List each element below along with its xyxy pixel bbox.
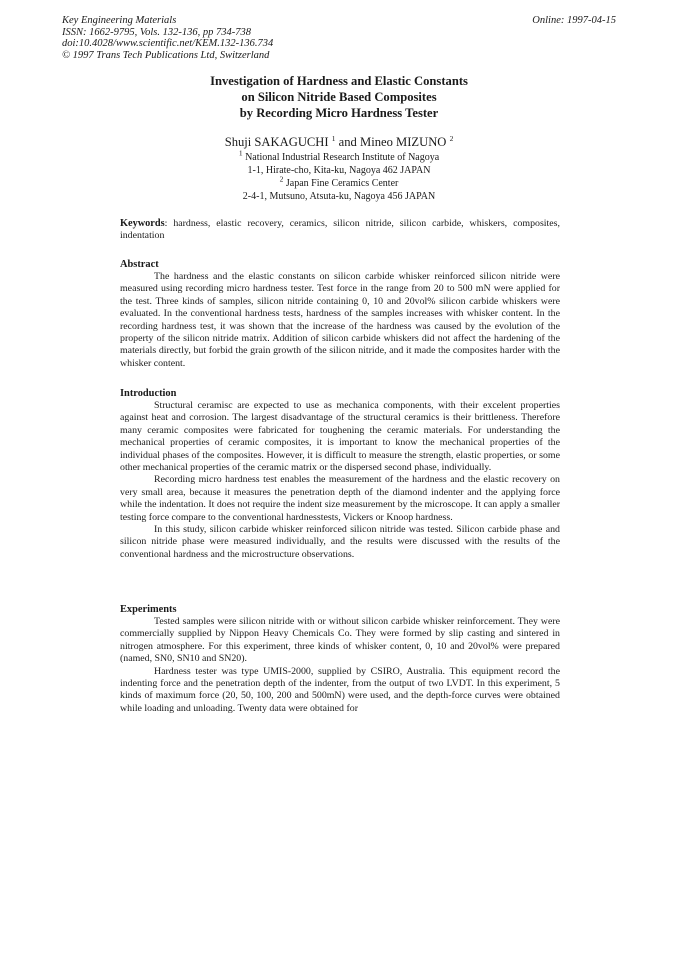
affiliation-2-name: Japan Fine Ceramics Center bbox=[283, 178, 399, 189]
author-2-sup: 2 bbox=[449, 133, 454, 143]
experiments-heading: Experiments bbox=[120, 604, 177, 615]
affiliation-1-sup: 1 bbox=[238, 148, 243, 158]
abstract-section bbox=[120, 258, 560, 370]
experiments-section bbox=[120, 603, 560, 715]
introduction-paragraph-1: Structural ceramisc are expected to use as mechanica components, with their excelent properties against heat and corrosion. The largest disadvantage of the structural ceramics is their brittleness. Therefore many ceramic composites were fabricated for toughening the ceramic materials. For understanding the mechanical properties of ceramic composites, it is important to know the mechanical properties of the individual phases of the composites. However, it is difficult to measure the strength, elastic properties, or some other mechanical properties of the ceramic matrix or the dispersed second phase, individually. bbox=[120, 400, 560, 474]
introduction-section bbox=[120, 387, 560, 561]
introduction-paragraph-2: Recording micro hardness test enables the measurement of the hardness and the elastic recovery on very small area, because it measures the penetration depth of the diamond indenter and the applying force while the indentation. It does not require the indent size measurement by the microscope. It can apply a smaller testing force compare to the conventional hardnesstests, Vickers or Knoop hardness. bbox=[120, 474, 560, 523]
affiliations bbox=[150, 148, 528, 203]
affiliation-2-sup: 2 bbox=[279, 174, 284, 184]
keywords-label: Keywords bbox=[120, 218, 165, 229]
journal-header bbox=[62, 15, 273, 61]
author-1: Shuji SAKAGUCHI bbox=[224, 135, 329, 149]
abstract-heading: Abstract bbox=[120, 259, 159, 270]
author-1-sup: 1 bbox=[331, 133, 336, 143]
author-2: Mineo MIZUNO bbox=[360, 135, 447, 149]
author-and: and bbox=[335, 135, 360, 149]
keywords-block bbox=[120, 218, 560, 243]
experiments-paragraph-1: Tested samples were silicon nitride with or without silicon carbide whisker reinforcement. They were commercially supplied by Nippon Heavy Chemicals Co. They were formed by slip casting and sintered in nitrogen atmosphere. For this experiment, three kinds of whisker content, 0, 10 and 20vol% were prepared (named, SN0, SN10 and SN20). bbox=[120, 616, 560, 665]
affiliation-1-address: 1-1, Hirate-cho, Kita-ku, Nagoya 462 JAPAN bbox=[247, 165, 431, 176]
author-line bbox=[150, 134, 528, 150]
affiliation-1 bbox=[150, 148, 528, 164]
abstract-paragraph: The hardness and the elastic constants on silicon carbide whisker reinforced silicon nitride were measured using recording micro hardness tester. Test force in the range from 20 to 500 mN were applied for the test. Three kinds of samples, silicon nitride containing 0, 10 and 20vol% silicon carbide whiskers were evaluated. In the conventional hardness tests, hardness of the samples increases with whisker content. In the recording hardness test, it was shown that the increase of the hardness was caused by the evolution of the property of the silicon nitride matrix. Addition of silicon carbide whiskers did not affect the hardening of the materials directly, but forbid the grain growth of the silicon nitride, and it made the composites harder with the whisker content. bbox=[120, 271, 560, 369]
doi-line: doi:10.4028/www.scientific.net/KEM.132-136.734 bbox=[62, 38, 274, 50]
title-line-1: Investigation of Hardness and Elastic Constants bbox=[210, 74, 468, 88]
keywords-text: : hardness, elastic recovery, ceramics, silicon nitride, silicon carbide, whiskers, composites, indentation bbox=[120, 218, 560, 242]
title-line-2: on Silicon Nitride Based Composites bbox=[241, 90, 437, 104]
introduction-heading: Introduction bbox=[120, 388, 177, 399]
title-line-3: by Recording Micro Hardness Tester bbox=[239, 106, 439, 120]
affiliation-2 bbox=[150, 174, 528, 190]
copyright-line: © 1997 Trans Tech Publications Ltd, Switzerland bbox=[62, 49, 270, 61]
introduction-paragraph-3: In this study, silicon carbide whisker reinforced silicon nitride was tested. Silicon carbide phase and silicon nitride phase were measured individually, and the results were discussed with the results of the conventional hardness and the microstructure observations. bbox=[120, 524, 560, 560]
journal-name: Key Engineering Materials bbox=[62, 15, 177, 26]
affiliation-2-address: 2-4-1, Mutsuno, Atsuta-ku, Nagoya 456 JAPAN bbox=[242, 191, 436, 202]
issn-line: ISSN: 1662-9795, Vols. 132-136, pp 734-738 bbox=[62, 26, 251, 38]
online-date: Online: 1997-04-15 bbox=[532, 15, 616, 26]
paper-title bbox=[150, 73, 528, 121]
experiments-paragraph-2: Hardness tester was type UMIS-2000, supplied by CSIRO, Australia. This equipment record the indenting force and the penetration depth of the indenter, from the output of two LVDT. In this experiment, 5 kinds of maximum force (20, 50, 100, 200 and 500mN) were used, and the depth-force curves were obtained while loading and unloading. Twenty data were obtained for bbox=[120, 665, 560, 714]
affiliation-1-name: National Industrial Research Institute of Nagoya bbox=[242, 152, 440, 163]
